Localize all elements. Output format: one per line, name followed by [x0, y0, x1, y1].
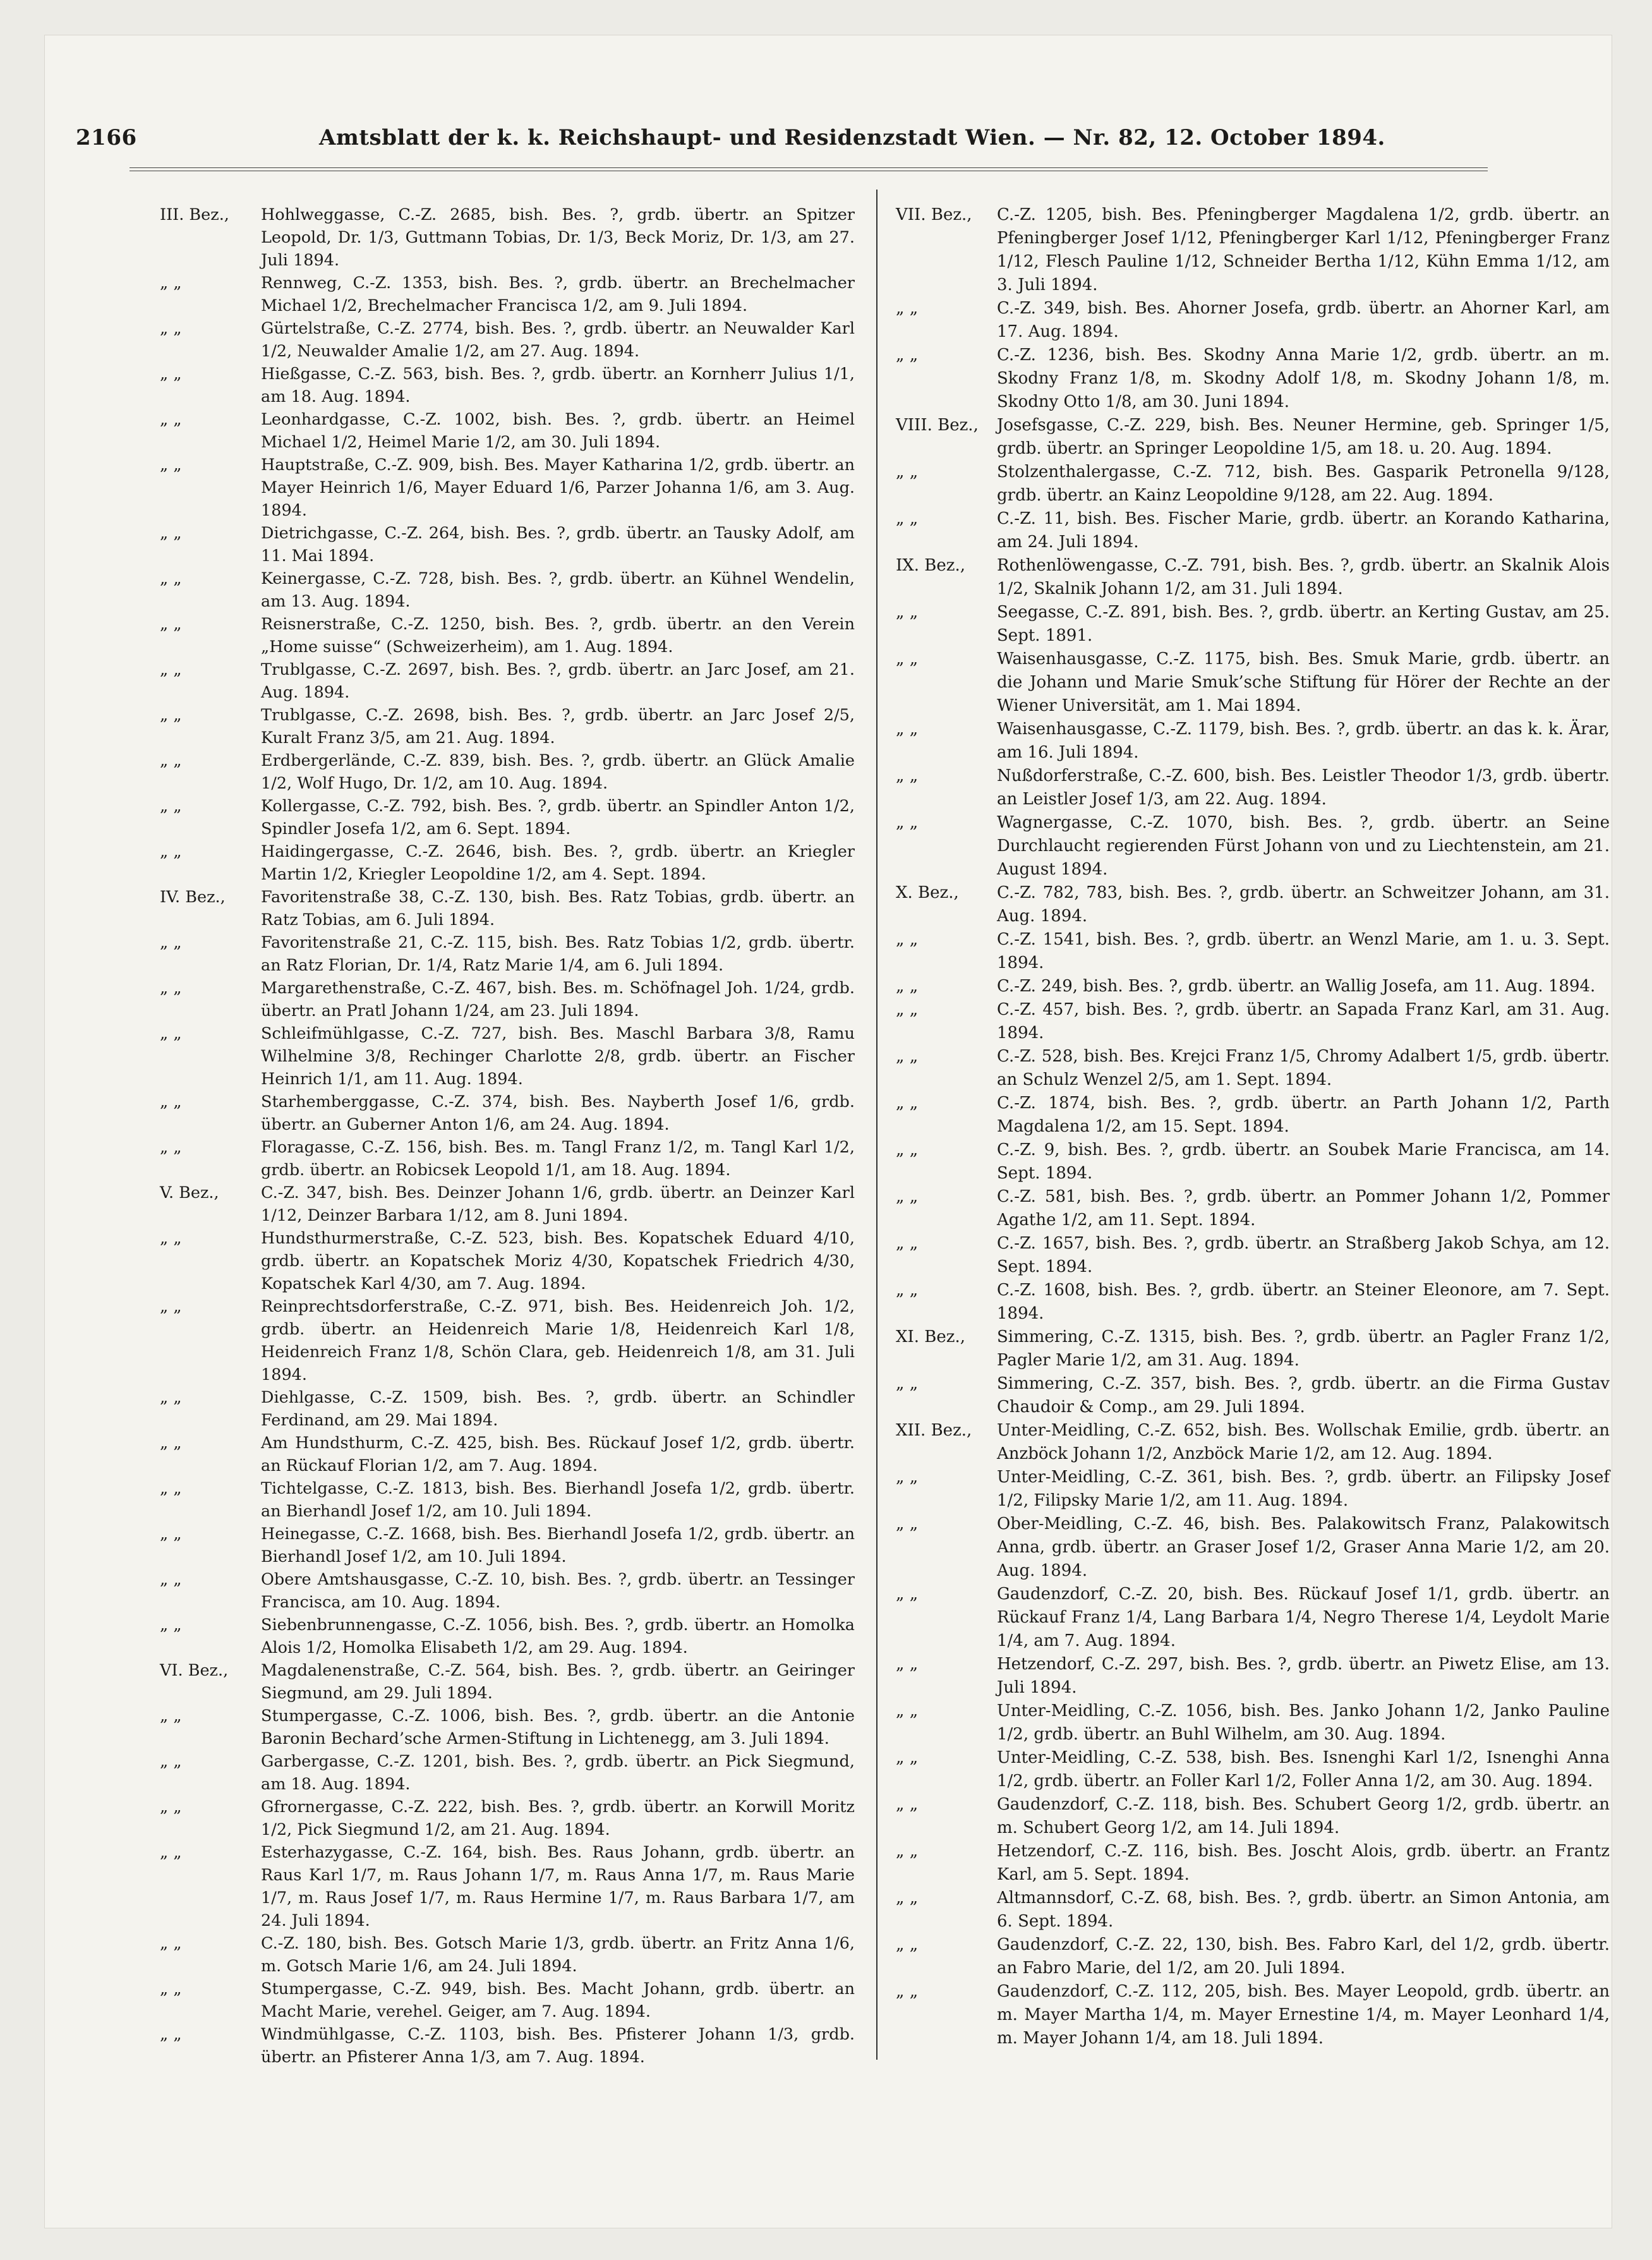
register-entry [160, 2023, 855, 2069]
entry-text: Diehlgasse, C.-Z. 1509, bish. Bes. ?, grdb. übertr. an Schindler Ferdinand, am 29. Mai 1894. [261, 1388, 855, 1430]
district-label: „ „ [896, 509, 919, 528]
district-label: „ „ [160, 979, 182, 998]
register-entry [896, 1980, 1610, 2050]
register-entry [896, 975, 1610, 998]
district-label: VI. Bez., [160, 1661, 229, 1680]
entry-text: Wagnergasse, C.-Z. 1070, bish. Bes. ?, grdb. übertr. an Seine Durchlaucht regierenden Fürst Johann von und zu Liechtenstein, am 21. August 1894. [997, 813, 1610, 879]
district-label: IV. Bez., [160, 888, 226, 907]
district-label: „ „ [896, 813, 919, 832]
register-entry [896, 1653, 1610, 1700]
entry-text: Am Hundsthurm, C.-Z. 425, bish. Bes. Rückauf Josef 1/2, grdb. übertr. an Rückauf Florian 1/2, am 7. Aug. 1894. [261, 1434, 855, 1475]
district-label: „ „ [160, 1979, 182, 1998]
entry-text: Schleifmühlgasse, C.-Z. 727, bish. Bes. Maschl Barbara 3/8, Ramu Wilhelmine 3/8, Rechinger Charlotte 2/8, grdb. übertr. an Fischer Heinrich 1/1, am 11. Aug. 1894. [261, 1024, 855, 1089]
district-label: „ „ [160, 569, 182, 588]
register-entry [160, 840, 855, 886]
register-entry [896, 1583, 1610, 1653]
column-divider [876, 190, 877, 2060]
district-label: „ „ [896, 1374, 919, 1393]
entry-text: Gaudenzdorf, C.-Z. 118, bish. Bes. Schubert Georg 1/2, grdb. übertr. an m. Schubert Georg 1/2, am 14. Juli 1894. [997, 1795, 1610, 1837]
entry-text: Kollergasse, C.-Z. 792, bish. Bes. ?, grdb. übertr. an Spindler Anton 1/2, Spindler Josefa 1/2, am 6. Sept. 1894. [261, 797, 855, 838]
entry-text: C.-Z. 457, bish. Bes. ?, grdb. übertr. an Sapada Franz Karl, am 31. Aug. 1894. [997, 1000, 1610, 1042]
entry-text: C.-Z. 349, bish. Bes. Ahorner Josefa, grdb. übertr. an Ahorner Karl, am 17. Aug. 1894. [997, 299, 1610, 341]
entry-text: C.-Z. 782, 783, bish. Bes. ?, grdb. übertr. an Schweitzer Johann, am 31. Aug. 1894. [997, 883, 1610, 926]
district-label: „ „ [160, 274, 182, 293]
district-label: „ „ [160, 524, 182, 543]
register-entry [160, 658, 855, 704]
entry-text: C.-Z. 347, bish. Bes. Deinzer Johann 1/6, grdb. übertr. an Deinzer Karl 1/12, Deinzer Barbara 1/12, am 8. Juni 1894. [261, 1183, 855, 1225]
district-label: „ „ [896, 1094, 919, 1113]
entry-text: C.-Z. 180, bish. Bes. Gotsch Marie 1/3, grdb. übertr. an Fritz Anna 1/6, m. Gotsch Marie 1/6, am 24. Juli 1894. [261, 1934, 855, 1976]
register-entry [896, 1419, 1610, 1466]
district-label: „ „ [160, 1229, 182, 1248]
district-label: XI. Bez., [896, 1327, 966, 1346]
register-entry [160, 567, 855, 613]
left-column [160, 203, 855, 2069]
register-entry [160, 203, 855, 272]
district-label: „ „ [896, 977, 919, 996]
district-label: „ „ [896, 1187, 919, 1206]
register-entry [896, 998, 1610, 1045]
entry-text: Heinegasse, C.-Z. 1668, bish. Bes. Bierhandl Josefa 1/2, grdb. übertr. an Bierhandl Josef 1/2, am 10. Juli 1894. [261, 1525, 855, 1566]
register-entry [160, 749, 855, 795]
district-label: „ „ [896, 462, 919, 481]
district-label: „ „ [896, 1655, 919, 1674]
entry-text: Dietrichgasse, C.-Z. 264, bish. Bes. ?, grdb. übertr. an Tausky Adolf, am 11. Mai 1894. [261, 524, 855, 565]
entry-text: Leonhardgasse, C.-Z. 1002, bish. Bes. ?, grdb. übertr. an Heimel Michael 1/2, Heimel Marie 1/2, am 30. Juli 1894. [261, 410, 855, 452]
register-entry [896, 1513, 1610, 1583]
register-entry [896, 554, 1610, 601]
register-entry [896, 1887, 1610, 1933]
district-label: „ „ [160, 1024, 182, 1043]
entry-text: Reinprechtsdorferstraße, C.-Z. 971, bish. Bes. Heidenreich Joh. 1/2, grdb. übertr. an Heidenreich Marie 1/8, Heidenreich Karl 1/8, Heidenreich Franz 1/8, Schön Clara, geb. Heidenreich 1/8, am 31. Juli 1894. [261, 1297, 855, 1384]
entry-text: Stumpergasse, C.-Z. 1006, bish. Bes. ?, grdb. übertr. an die Antonie Baronin Bechard’sche Armen-Stiftung in Lichtenegg, am 3. Juli 1894. [261, 1707, 855, 1748]
entry-text: Seegasse, C.-Z. 891, bish. Bes. ?, grdb. übertr. an Kerting Gustav, am 25. Sept. 1891. [997, 603, 1610, 645]
register-entry [896, 297, 1610, 344]
register-entry [896, 1700, 1610, 1746]
district-label: „ „ [896, 1982, 919, 2001]
register-entry [896, 1466, 1610, 1513]
register-entry [160, 1978, 855, 2023]
page-header [76, 125, 1385, 157]
district-label: „ „ [160, 319, 182, 338]
entry-text: Ober-Meidling, C.-Z. 46, bish. Bes. Palakowitsch Franz, Palakowitsch Anna, grdb. übertr. an Graser Josef 1/2, Graser Anna Marie 1/2, am 20. Aug. 1894. [997, 1514, 1610, 1580]
entry-text: Hetzendorf, C.-Z. 297, bish. Bes. ?, grdb. übertr. an Piwetz Elise, am 13. Juli 1894. [997, 1655, 1610, 1697]
entry-text: C.-Z. 249, bish. Bes. ?, grdb. übertr. an Wallig Josefa, am 11. Aug. 1894. [997, 977, 1596, 996]
entry-text: Unter-Meidling, C.-Z. 652, bish. Bes. Wollschak Emilie, grdb. übertr. an Anzböck Johann 1/2, Anzböck Marie 1/2, am 12. Aug. 1894. [997, 1421, 1610, 1463]
district-label: „ „ [896, 650, 919, 668]
entry-text: Trublgasse, C.-Z. 2697, bish. Bes. ?, grdb. übertr. an Jarc Josef, am 21. Aug. 1894. [261, 660, 855, 702]
register-entry [896, 414, 1610, 461]
entry-text: Floragasse, C.-Z. 156, bish. Bes. m. Tangl Franz 1/2, m. Tangl Karl 1/2, grdb. übertr. an Robicsek Leopold 1/1, am 18. Aug. 1894. [261, 1138, 855, 1180]
register-entry [160, 1136, 855, 1181]
register-entry [896, 648, 1610, 718]
register-entry [160, 522, 855, 567]
entry-text: Unter-Meidling, C.-Z. 538, bish. Bes. Isnenghi Karl 1/2, Isnenghi Anna 1/2, grdb. übertr. an Foller Karl 1/2, Foller Anna 1/2, am 30. Aug. 1894. [997, 1748, 1610, 1791]
entry-text: Magdalenenstraße, C.-Z. 564, bish. Bes. ?, grdb. übertr. an Geiringer Siegmund, am 29. Juli 1894. [261, 1661, 855, 1703]
district-label: „ „ [896, 603, 919, 622]
district-label: „ „ [896, 1468, 919, 1487]
register-entry [160, 1796, 855, 1841]
entry-text: Unter-Meidling, C.-Z. 361, bish. Bes. ?, grdb. übertr. an Filipsky Josef 1/2, Filipsky Marie 1/2, am 11. Aug. 1894. [997, 1468, 1610, 1510]
district-label: „ „ [160, 1798, 182, 1816]
district-label: „ „ [160, 1297, 182, 1316]
register-entry [896, 1092, 1610, 1139]
entry-text: Stumpergasse, C.-Z. 949, bish. Bes. Macht Johann, grdb. übertr. an Macht Marie, verehel. Geiger, am 7. Aug. 1894. [261, 1979, 855, 2021]
district-label: „ „ [160, 615, 182, 634]
entry-text: Gürtelstraße, C.-Z. 2774, bish. Bes. ?, grdb. übertr. an Neuwalder Karl 1/2, Neuwalder Amalie 1/2, am 27. Aug. 1894. [261, 319, 855, 361]
register-entry [160, 1568, 855, 1614]
district-label: III. Bez., [160, 205, 229, 224]
district-label: „ „ [160, 1138, 182, 1157]
district-label: „ „ [896, 1000, 919, 1019]
entry-text: Siebenbrunnengasse, C.-Z. 1056, bish. Bes. ?, grdb. übertr. an Homolka Alois 1/2, Homolka Elisabeth 1/2, am 29. Aug. 1894. [261, 1616, 855, 1657]
register-entry [160, 886, 855, 931]
district-label: „ „ [160, 1479, 182, 1498]
entry-text: Tichtelgasse, C.-Z. 1813, bish. Bes. Bierhandl Josefa 1/2, grdb. übertr. an Bierhandl Josef 1/2, am 10. Juli 1894. [261, 1479, 855, 1521]
district-label: „ „ [160, 1434, 182, 1453]
register-entry [896, 203, 1610, 297]
entry-text: Stolzenthalergasse, C.-Z. 712, bish. Bes. Gasparik Petronella 9/128, grdb. übertr. an Kainz Leopoldine 9/128, am 22. Aug. 1894. [997, 462, 1610, 505]
register-entry [160, 1841, 855, 1932]
register-entry [896, 1326, 1610, 1372]
district-label: „ „ [896, 1888, 919, 1907]
entry-text: Gaudenzdorf, C.-Z. 22, 130, bish. Bes. Fabro Karl, del 1/2, grdb. übertr. an Fabro Marie, del 1/2, am 20. Juli 1894. [997, 1935, 1610, 1978]
register-entry [896, 1372, 1610, 1419]
entry-text: Favoritenstraße 38, C.-Z. 130, bish. Bes. Ratz Tobias, grdb. übertr. an Ratz Tobias, am 6. Juli 1894. [261, 888, 855, 929]
entry-text: C.-Z. 581, bish. Bes. ?, grdb. übertr. an Pommer Johann 1/2, Pommer Agathe 1/2, am 11. Sept. 1894. [997, 1187, 1610, 1230]
register-entry [160, 1386, 855, 1432]
register-entry [896, 461, 1610, 507]
entry-text: C.-Z. 1874, bish. Bes. ?, grdb. übertr. an Parth Johann 1/2, Parth Magdalena 1/2, am 15. Sept. 1894. [997, 1094, 1610, 1136]
register-entry [160, 1750, 855, 1796]
district-label: „ „ [896, 930, 919, 949]
district-label: „ „ [896, 1842, 919, 1861]
entry-text: Hundsthurmerstraße, C.-Z. 523, bish. Bes. Kopatschek Eduard 4/10, grdb. übertr. an Kopatschek Moriz 4/30, Kopatschek Friedrich 4/30, Kopatschek Karl 4/30, am 7. Aug. 1894. [261, 1229, 855, 1293]
entry-text: Gfrornergasse, C.-Z. 222, bish. Bes. ?, grdb. übertr. an Korwill Moritz 1/2, Pick Siegmund 1/2, am 21. Aug. 1894. [261, 1798, 855, 1839]
register-entry [896, 1232, 1610, 1279]
register-entry [160, 613, 855, 658]
district-label: „ „ [160, 706, 182, 725]
register-entry [896, 601, 1610, 648]
entry-text: C.-Z. 9, bish. Bes. ?, grdb. übertr. an Soubek Marie Francisca, am 14. Sept. 1894. [997, 1140, 1610, 1183]
register-entry [896, 344, 1610, 414]
register-entry [160, 1295, 855, 1386]
district-label: „ „ [160, 660, 182, 679]
register-entry [160, 317, 855, 363]
district-label: IX. Bez., [896, 556, 966, 575]
entry-text: Rennweg, C.-Z. 1353, bish. Bes. ?, grdb. übertr. an Brechelmacher Michael 1/2, Brechelmacher Francisca 1/2, am 9. Juli 1894. [261, 274, 855, 315]
page-title: Amtsblatt der k. k. Reichshaupt- und Residenzstadt Wien. — Nr. 82, 12. October 1894. [319, 125, 1385, 150]
district-label: VIII. Bez., [896, 416, 979, 435]
entry-text: Rothenlöwengasse, C.-Z. 791, bish. Bes. ?, grdb. übertr. an Skalnik Alois 1/2, Skalnik Johann 1/2, am 31. Juli 1894. [997, 556, 1610, 598]
district-label: „ „ [160, 751, 182, 770]
entry-text: Waisenhausgasse, C.-Z. 1179, bish. Bes. ?, grdb. übertr. an das k. k. Ärar, am 16. Juli 1894. [997, 720, 1610, 762]
entry-text: C.-Z. 1541, bish. Bes. ?, grdb. übertr. an Wenzl Marie, am 1. u. 3. Sept. 1894. [997, 930, 1610, 972]
district-label: „ „ [896, 1047, 919, 1066]
register-entry [896, 928, 1610, 975]
district-label: „ „ [896, 1748, 919, 1767]
register-entry [160, 1523, 855, 1568]
entry-text: Esterhazygasse, C.-Z. 164, bish. Bes. Raus Johann, grdb. übertr. an Raus Karl 1/7, m. Raus Johann 1/7, m. Raus Anna 1/7, m. Raus Marie 1/7, m. Raus Josef 1/7, m. Raus Hermine 1/7, m. Raus Barbara 1/7, am 24. Juli 1894. [261, 1843, 855, 1930]
page-number: 2166 [76, 125, 137, 150]
register-entry [160, 977, 855, 1022]
register-entry [896, 1933, 1610, 1980]
entry-text: Haidingergasse, C.-Z. 2646, bish. Bes. ?, grdb. übertr. an Kriegler Martin 1/2, Kriegler Leopoldine 1/2, am 4. Sept. 1894. [261, 842, 855, 884]
district-label: „ „ [160, 1752, 182, 1771]
district-label: „ „ [160, 1092, 182, 1111]
entry-text: C.-Z. 1657, bish. Bes. ?, grdb. übertr. an Straßberg Jakob Schya, am 12. Sept. 1894. [997, 1234, 1610, 1276]
district-label: „ „ [896, 1140, 919, 1159]
entry-text: Hauptstraße, C.-Z. 909, bish. Bes. Mayer Katharina 1/2, grdb. übertr. an Mayer Heinrich 1/6, Mayer Eduard 1/6, Parzer Johanna 1/6, am 3. Aug. 1894. [261, 456, 855, 520]
register-entry [160, 1705, 855, 1750]
district-label: VII. Bez., [896, 205, 972, 224]
district-label: „ „ [160, 365, 182, 384]
register-entry [896, 507, 1610, 554]
entry-text: Favoritenstraße 21, C.-Z. 115, bish. Bes. Ratz Tobias 1/2, grdb. übertr. an Ratz Florian, Dr. 1/4, Ratz Marie 1/4, am 6. Juli 1894. [261, 933, 855, 975]
district-label: „ „ [896, 1935, 919, 1954]
district-label: „ „ [160, 1934, 182, 1953]
entry-text: Gaudenzdorf, C.-Z. 20, bish. Bes. Rückauf Josef 1/1, grdb. übertr. an Rückauf Franz 1/4, Lang Barbara 1/4, Negro Therese 1/4, Leydolt Marie 1/4, am 7. Aug. 1894. [997, 1585, 1610, 1650]
district-label: „ „ [896, 1234, 919, 1253]
register-entry [160, 454, 855, 522]
register-entry [896, 1840, 1610, 1887]
register-entry [896, 1746, 1610, 1793]
entry-text: C.-Z. 528, bish. Bes. Krejci Franz 1/5, Chromy Adalbert 1/5, grdb. übertr. an Schulz Wenzel 2/5, am 1. Sept. 1894. [997, 1047, 1610, 1089]
district-label: „ „ [160, 1525, 182, 1544]
district-label: „ „ [896, 1585, 919, 1604]
district-label: „ „ [896, 1281, 919, 1300]
header-rule [130, 167, 1488, 171]
right-column [896, 203, 1610, 2050]
register-entry [160, 1432, 855, 1477]
district-label: V. Bez., [160, 1183, 219, 1202]
entry-text: Windmühlgasse, C.-Z. 1103, bish. Bes. Pfisterer Johann 1/3, grdb. übertr. an Pfisterer Anna 1/3, am 7. Aug. 1894. [261, 2025, 855, 2067]
register-entry [160, 272, 855, 317]
district-label: „ „ [160, 1707, 182, 1725]
register-entry [896, 1139, 1610, 1185]
entry-text: Starhemberggasse, C.-Z. 374, bish. Bes. Nayberth Josef 1/6, grdb. übertr. an Guberner Anton 1/6, am 24. Aug. 1894. [261, 1092, 855, 1134]
entry-text: C.-Z. 1205, bish. Bes. Pfeningberger Magdalena 1/2, grdb. übertr. an Pfeningberger Josef 1/12, Pfeningberger Karl 1/12, Pfeningberger Franz 1/12, Flesch Pauline 1/12, Schneider Bertha 1/12, Kühn Emma 1/12, am 3. Juli 1894. [997, 205, 1610, 294]
district-label: „ „ [160, 842, 182, 861]
register-entry [160, 1181, 855, 1227]
district-label: „ „ [160, 797, 182, 816]
register-entry [896, 1793, 1610, 1840]
district-label: „ „ [160, 456, 182, 474]
district-label: „ „ [896, 1514, 919, 1533]
district-label: „ „ [896, 1795, 919, 1814]
entry-text: Margarethenstraße, C.-Z. 467, bish. Bes. m. Schöfnagel Joh. 1/24, grdb. übertr. an Pratl Johann 1/24, am 23. Juli 1894. [261, 979, 855, 1020]
register-entry [896, 1185, 1610, 1232]
register-entry [160, 795, 855, 840]
district-label: „ „ [160, 2025, 182, 2044]
register-entry [160, 1227, 855, 1295]
entry-text: C.-Z. 1608, bish. Bes. ?, grdb. übertr. an Steiner Eleonore, am 7. Sept. 1894. [997, 1281, 1610, 1323]
district-label: „ „ [160, 1843, 182, 1862]
register-entry [896, 1279, 1610, 1326]
entry-text: Unter-Meidling, C.-Z. 1056, bish. Bes. Janko Johann 1/2, Janko Pauline 1/2, grdb. übertr. an Buhl Wilhelm, am 30. Aug. 1894. [997, 1701, 1610, 1744]
district-label: „ „ [896, 766, 919, 785]
entry-text: Altmannsdorf, C.-Z. 68, bish. Bes. ?, grdb. übertr. an Simon Antonia, am 6. Sept. 1894. [997, 1888, 1610, 1931]
district-label: X. Bez., [896, 883, 959, 902]
district-label: „ „ [896, 1701, 919, 1720]
register-entry [160, 1659, 855, 1705]
entry-text: Trublgasse, C.-Z. 2698, bish. Bes. ?, grdb. übertr. an Jarc Josef 2/5, Kuralt Franz 3/5, am 21. Aug. 1894. [261, 706, 855, 747]
entry-text: Gaudenzdorf, C.-Z. 112, 205, bish. Bes. Mayer Leopold, grdb. übertr. an m. Mayer Martha 1/4, m. Mayer Ernestine 1/4, m. Mayer Leonhard 1/4, m. Mayer Johann 1/4, am 18. Juli 1894. [997, 1982, 1610, 2048]
district-label: „ „ [160, 1616, 182, 1635]
district-label: „ „ [896, 720, 919, 739]
register-entry [160, 704, 855, 749]
entry-text: Hetzendorf, C.-Z. 116, bish. Bes. Joscht Alois, grdb. übertr. an Frantz Karl, am 5. Sept. 1894. [997, 1842, 1610, 1884]
district-label: „ „ [160, 1570, 182, 1589]
entry-text: Hohlweggasse, C.-Z. 2685, bish. Bes. ?, grdb. übertr. an Spitzer Leopold, Dr. 1/3, Guttmann Tobias, Dr. 1/3, Beck Moriz, Dr. 1/3, am 27. Juli 1894. [261, 205, 855, 270]
district-label: „ „ [160, 410, 182, 429]
entry-text: C.-Z. 1236, bish. Bes. Skodny Anna Marie 1/2, grdb. übertr. an m. Skodny Franz 1/8, m. Skodny Adolf 1/8, m. Skodny Johann 1/8, m. Skodny Otto 1/8, am 30. Juni 1894. [997, 346, 1610, 411]
register-entry [896, 764, 1610, 811]
entry-text: Keinergasse, C.-Z. 728, bish. Bes. ?, grdb. übertr. an Kühnel Wendelin, am 13. Aug. 1894. [261, 569, 855, 611]
entry-text: Waisenhausgasse, C.-Z. 1175, bish. Bes. Smuk Marie, grdb. übertr. an die Johann und Marie Smuk’sche Stiftung für Hörer der Rechte an der Wiener Universität, am 1. Mai 1894. [997, 650, 1610, 715]
entry-text: C.-Z. 11, bish. Bes. Fischer Marie, grdb. übertr. an Korando Katharina, am 24. Juli 1894. [997, 509, 1610, 552]
register-entry [160, 1477, 855, 1523]
register-entry [160, 1022, 855, 1091]
register-entry [160, 1091, 855, 1136]
register-entry [896, 1045, 1610, 1092]
entry-text: Erdbergerlände, C.-Z. 839, bish. Bes. ?, grdb. übertr. an Glück Amalie 1/2, Wolf Hugo, Dr. 1/2, am 10. Aug. 1894. [261, 751, 855, 793]
entry-text: Josefsgasse, C.-Z. 229, bish. Bes. Neuner Hermine, geb. Springer 1/5, grdb. übertr. an Springer Leopoldine 1/5, am 18. u. 20. Aug. 1894. [997, 416, 1610, 458]
entry-text: Simmering, C.-Z. 357, bish. Bes. ?, grdb. übertr. an die Firma Gustav Chaudoir & Comp., am 29. Juli 1894. [997, 1374, 1610, 1417]
entry-text: Hießgasse, C.-Z. 563, bish. Bes. ?, grdb. übertr. an Kornherr Julius 1/1, am 18. Aug. 1894. [261, 365, 855, 406]
register-entry [160, 931, 855, 977]
entry-text: Nußdorferstraße, C.-Z. 600, bish. Bes. Leistler Theodor 1/3, grdb. übertr. an Leistler Josef 1/3, am 22. Aug. 1894. [997, 766, 1610, 809]
register-entry [160, 408, 855, 454]
district-label: „ „ [160, 933, 182, 952]
register-entry [160, 1614, 855, 1659]
district-label: „ „ [896, 299, 919, 318]
entry-text: Garbergasse, C.-Z. 1201, bish. Bes. ?, grdb. übertr. an Pick Siegmund, am 18. Aug. 1894. [261, 1752, 855, 1794]
entry-text: Obere Amtshausgasse, C.-Z. 10, bish. Bes. ?, grdb. übertr. an Tessinger Francisca, am 10. Aug. 1894. [261, 1570, 855, 1612]
register-entry [896, 881, 1610, 928]
district-label: XII. Bez., [896, 1421, 972, 1440]
register-entry [160, 363, 855, 408]
district-label: „ „ [160, 1388, 182, 1407]
entry-text: Reisnerstraße, C.-Z. 1250, bish. Bes. ?, grdb. übertr. an den Verein „Home suisse“ (Schweizerheim), am 1. Aug. 1894. [261, 615, 855, 656]
register-entry [896, 811, 1610, 881]
entry-text: Simmering, C.-Z. 1315, bish. Bes. ?, grdb. übertr. an Pagler Franz 1/2, Pagler Marie 1/2, am 31. Aug. 1894. [997, 1327, 1610, 1370]
register-entry [896, 718, 1610, 764]
register-entry [160, 1932, 855, 1978]
district-label: „ „ [896, 346, 919, 365]
